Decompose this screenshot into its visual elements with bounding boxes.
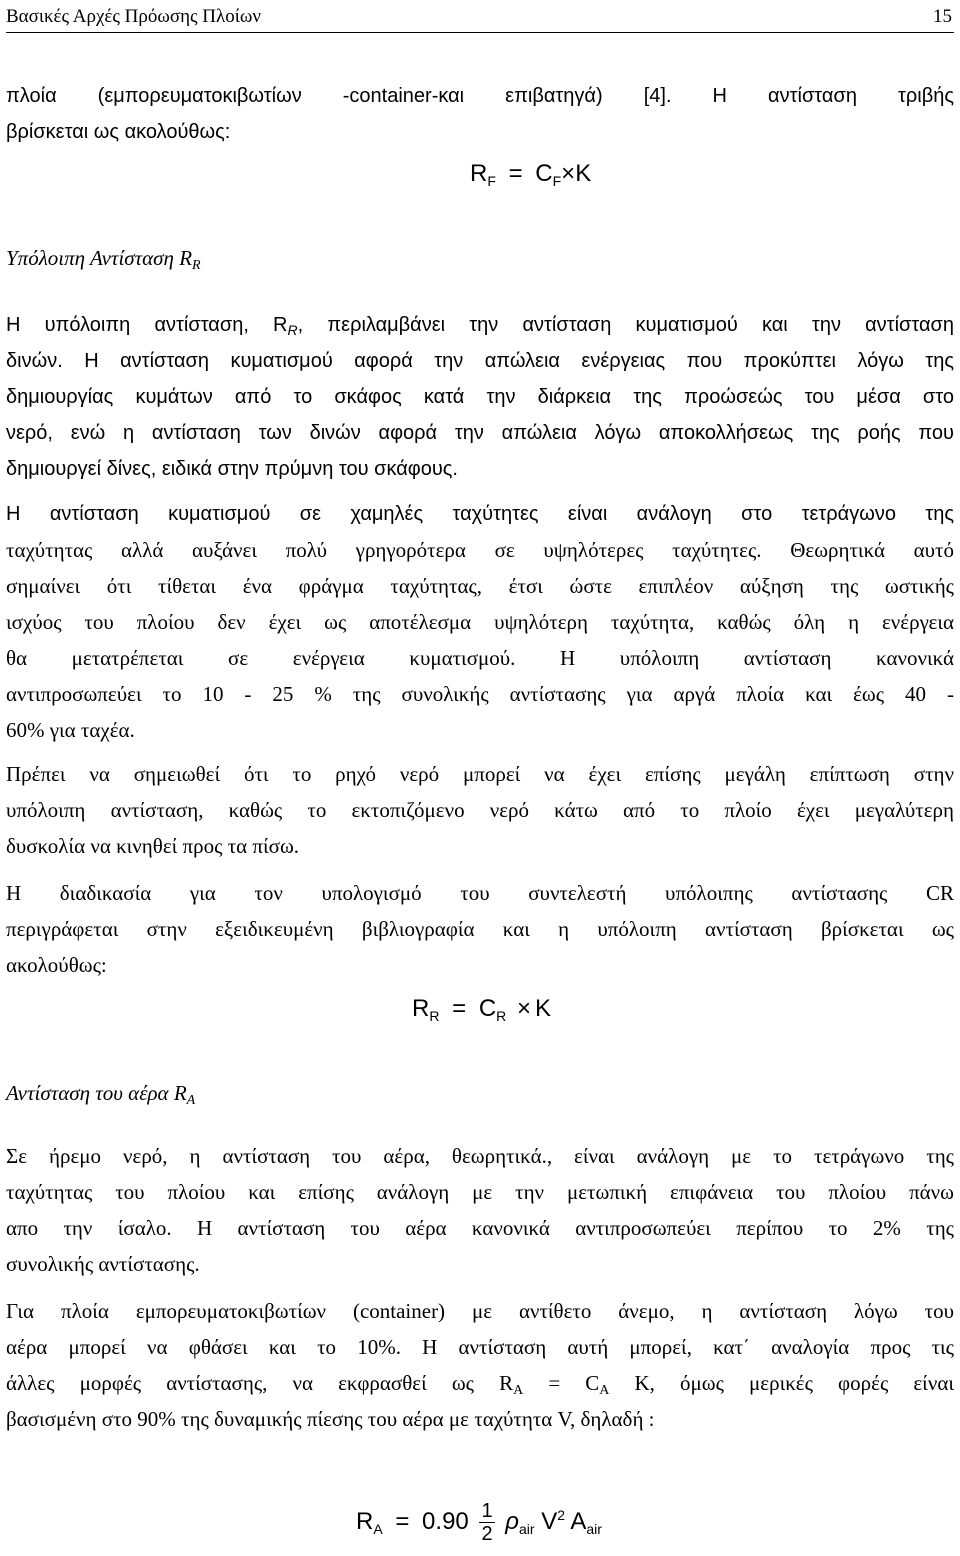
section-heading-residual-resistance: Υπόλοιπη Αντίσταση $R_R$ <box>6 246 201 273</box>
text-line: βρίσκεται ως ακολούθως: <box>6 121 231 143</box>
text-line: 60% για ταχέα. <box>6 718 135 742</box>
paragraph-5 <box>6 875 954 983</box>
text-line: Σε ήρεμο νερό, η αντίσταση του αέρα, θεωρητικά., είναι ανάλογη με το τετράγωνο της <box>6 1144 954 1168</box>
text-line: ακολούθως: <box>6 953 107 977</box>
text-line: θα μετατρέπεται σε ενέργεια κυματισμού. Η υπόλοιπη αντίσταση κανονικά <box>6 646 954 670</box>
header-title: Βασικές Αρχές Πρόωσης Πλοίων <box>6 6 261 27</box>
paragraph-7 <box>6 1293 954 1437</box>
text-line: σημαίνει ότι τίθεται ένα φράγμα ταχύτητας, έτσι ώστε επιπλέον αύξηση της ωστικής <box>6 574 954 598</box>
text-line: δινών. Η αντίσταση κυματισμού αφορά την απώλεια ενέργειας που προκύπτει λόγω της <box>6 350 954 372</box>
friction-resistance-equation: $R_F = C_F\times K$ <box>470 160 592 189</box>
text-line: Η υπόλοιπη αντίσταση, $R_R$, περιλαμβάνει την αντίσταση κυματισμού και την αντίσταση <box>6 314 954 338</box>
text-line: αέρα μπορεί να φθάσει και το 10%. Η αντίσταση αυτή μπορεί, κατ΄ αναλογία προς τις <box>6 1335 954 1359</box>
page-number: 15 <box>933 6 952 27</box>
paragraph-6 <box>6 1138 954 1282</box>
text-line: ταχύτητας αλλά αυξάνει πολύ γρηγορότερα σε υψηλότερες ταχύτητες. Θεωρητικά αυτό <box>6 538 954 562</box>
page-header <box>6 4 954 33</box>
text-line: αντιπροσωπεύει το 10 - 25 % της συνολικής αντίστασης για αργά πλοία και έως 40 - <box>6 682 954 706</box>
text-line: Πρέπει να σημειωθεί ότι το ρηχό νερό μπορεί να έχει επίσης μεγάλη επίπτωση στην <box>6 762 954 786</box>
text-line: απο την ίσαλο. Η αντίσταση του αέρα κανονικά αντιπροσωπεύει περίπου το 2% της <box>6 1216 954 1240</box>
paragraph-3 <box>6 496 954 748</box>
section-heading-air-resistance: Αντίσταση του αέρα $R_A$ <box>6 1081 196 1108</box>
text-line: δημιουργίας κυμάτων από το σκάφος κατά την διάρκεια της προώσεώς του μέσα στο <box>6 386 954 408</box>
paragraph-4 <box>6 756 954 864</box>
text-line: Η διαδικασία για τον υπολογισμό του συντελεστή υπόλοιπης αντίστασης CR <box>6 881 954 905</box>
text-line: βασισμένη στο 90% της δυναμικής πίεσης του αέρα με ταχύτητα V, δηλαδή : <box>6 1407 655 1431</box>
text-line: Η αντίσταση κυματισμού σε χαμηλές ταχύτητες είναι ανάλογη στο τετράγωνο της <box>6 503 954 525</box>
text-line: άλλες μορφές αντίστασης, να εκφρασθεί ως RA = CA K, όμως μερικές φορές είναι <box>6 1371 954 1398</box>
text-line: πλοία (εμπορευματοκιβωτίων -container-και επιβατηγά) [4]. Η αντίσταση τριβής <box>6 85 954 107</box>
text-line: υπόλοιπη αντίσταση, καθώς το εκτοπιζόμενο νερό κάτω από το πλοίο έχει μεγαλύτερη <box>6 798 954 822</box>
text-line: περιγράφεται στην εξειδικευμένη βιβλιογραφία και η υπόλοιπη αντίσταση βρίσκεται ως <box>6 917 954 941</box>
text-line: νερό, ενώ η αντίσταση των δινών αφορά την απώλεια λόγω αποκολλήσεως της ροής που <box>6 422 954 444</box>
residual-resistance-equation: $R_R = C_R \times K$ <box>412 995 551 1024</box>
text-line: συνολικής αντίστασης. <box>6 1252 200 1276</box>
fraction-one-half: $\frac{1}{2}$ <box>481 1500 493 1545</box>
text-line: δυσκολία να κινηθεί προς τα πίσω. <box>6 834 300 858</box>
text-line: δημιουργεί δίνες, ειδικά στην πρύμνη του σκάφους. <box>6 458 458 480</box>
paragraph-1 <box>6 78 954 150</box>
air-resistance-equation: $R_A = 0.90$ $\frac{1}{2}$ $\rho_{air}$ $V^2$ $A_{air}$ <box>356 1500 602 1545</box>
text-line: Για πλοία εμπορευματοκιβωτίων (container) με αντίθετο άνεμο, η αντίσταση λόγω του <box>6 1299 954 1323</box>
text-line: ταχύτητας του πλοίου και επίσης ανάλογη με την μετωπική επιφάνεια του πλοίου πάνω <box>6 1180 954 1204</box>
paragraph-2 <box>6 307 954 487</box>
text-line: ισχύος του πλοίου δεν έχει ως αποτέλεσμα υψηλότερη ταχύτητα, καθώς όλη η ενέργεια <box>6 610 954 634</box>
